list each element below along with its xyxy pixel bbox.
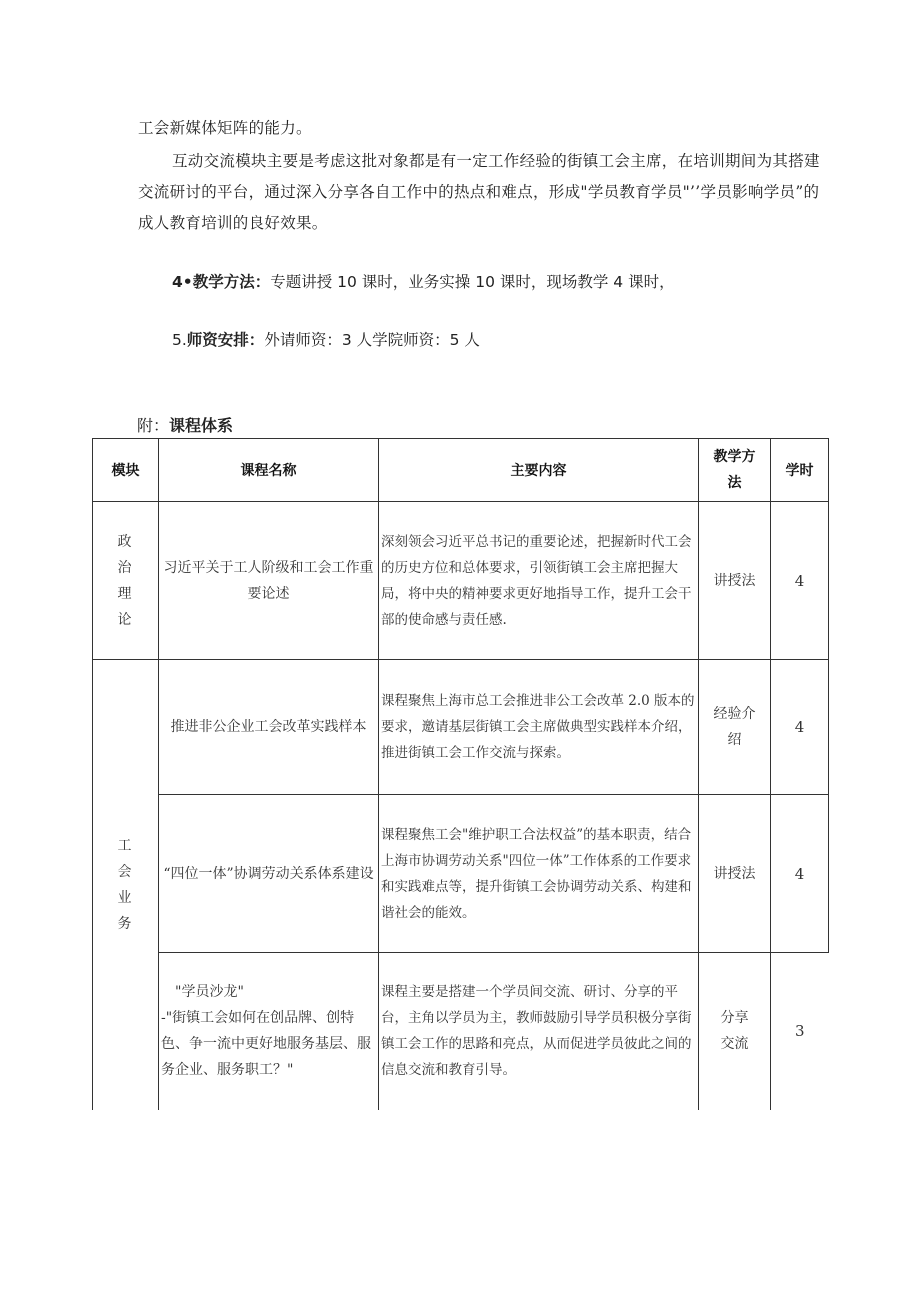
table-row: [93, 953, 829, 1110]
salon-title: "学员沙龙": [175, 984, 244, 1001]
teaching-method-text: 专题讲授 10 课时，业务实操 10 课时，现场教学 4 课时，: [270, 273, 675, 291]
course-content: 课程聚焦上海市总工会推进非公工会改革 2.0 版本的要求，邀请基层街镇工会主席做典型实践样本介绍，推进街镇工会工作交流与探索。: [379, 660, 699, 795]
header-method: 教学方法: [699, 439, 771, 502]
faculty-label: 师资安排：: [186, 331, 265, 349]
teaching-method-line: [172, 270, 675, 292]
course-hours: 4: [771, 502, 829, 660]
appendix-heading: [137, 413, 233, 436]
course-hours: 3: [771, 953, 829, 1110]
teaching-method-label: 4•教学方法：: [172, 273, 271, 291]
course-method: 讲授法: [699, 795, 771, 953]
course-content: 课程主要是搭建一个学员间交流、研讨、分享的平台，主角以学员为主，教师鼓励引导学员积极分享街镇工会工作的思路和亮点，从而促进学员彼此之间的信息交流和教育引导。: [379, 953, 699, 1110]
course-hours: 4: [771, 660, 829, 795]
course-name: “四位一体”协调劳动关系体系建设: [159, 795, 379, 953]
course-hours: 4: [771, 795, 829, 953]
course-name: 习近平关于工人阶级和工会工作重要论述: [159, 502, 379, 660]
table-row: [93, 795, 829, 953]
paragraph-continuation: 工会新媒体矩阵的能力。: [138, 119, 312, 137]
course-method: 经验介绍: [699, 660, 771, 795]
appendix-title: 课程体系: [169, 416, 234, 435]
module-union: 工会业务: [93, 660, 159, 1110]
course-name: 推进非公企业工会改革实践样本: [159, 660, 379, 795]
header-content: 主要内容: [379, 439, 699, 502]
course-content: 深刻领会习近平总书记的重要论述，把握新时代工会的历史方位和总体要求，引领街镇工会主席把握大局，将中央的精神要求更好地指导工作，提升工会干部的使命感与责任感.: [379, 502, 699, 660]
faculty-text: 外请师资：3 人学院师资：5 人: [264, 331, 480, 349]
table-row: [93, 660, 829, 795]
faculty-label-number: 5.: [172, 331, 187, 349]
table-header-row: [93, 439, 829, 502]
appendix-label: 附：: [137, 416, 170, 435]
faculty-line: [172, 328, 480, 350]
course-name: [159, 953, 379, 1110]
paragraph-interaction-module: 互动交流模块主要是考虑这批对象都是有一定工作经验的街镇工会主席，在培训期间为其搭建交流研讨的平台，通过深入分享各自工作中的热点和难点，形成"学员教育学员"’’学员影响学员”的成人教育培训的良好效果。: [138, 152, 820, 232]
header-module: 模块: [93, 439, 159, 502]
table-row: [93, 502, 829, 660]
course-content: 课程聚焦工会"维护职工合法权益”的基本职责，结合上海市协调劳动关系"四位一体”工作体系的工作要求和实践难点等，提升街镇工会协调劳动关系、构建和谐社会的能效。: [379, 795, 699, 953]
module-politics: 政治理论: [93, 502, 159, 660]
salon-topic: -"街镇工会如何在创品牌、创特色、争一流中更好地服务基层、服务企业、服务职工？": [161, 1010, 371, 1079]
header-course: 课程名称: [159, 439, 379, 502]
header-hours: 学时: [771, 439, 829, 502]
curriculum-table: [92, 438, 829, 1110]
course-method: 讲授法: [699, 502, 771, 660]
course-method: 分享交流: [699, 953, 771, 1110]
